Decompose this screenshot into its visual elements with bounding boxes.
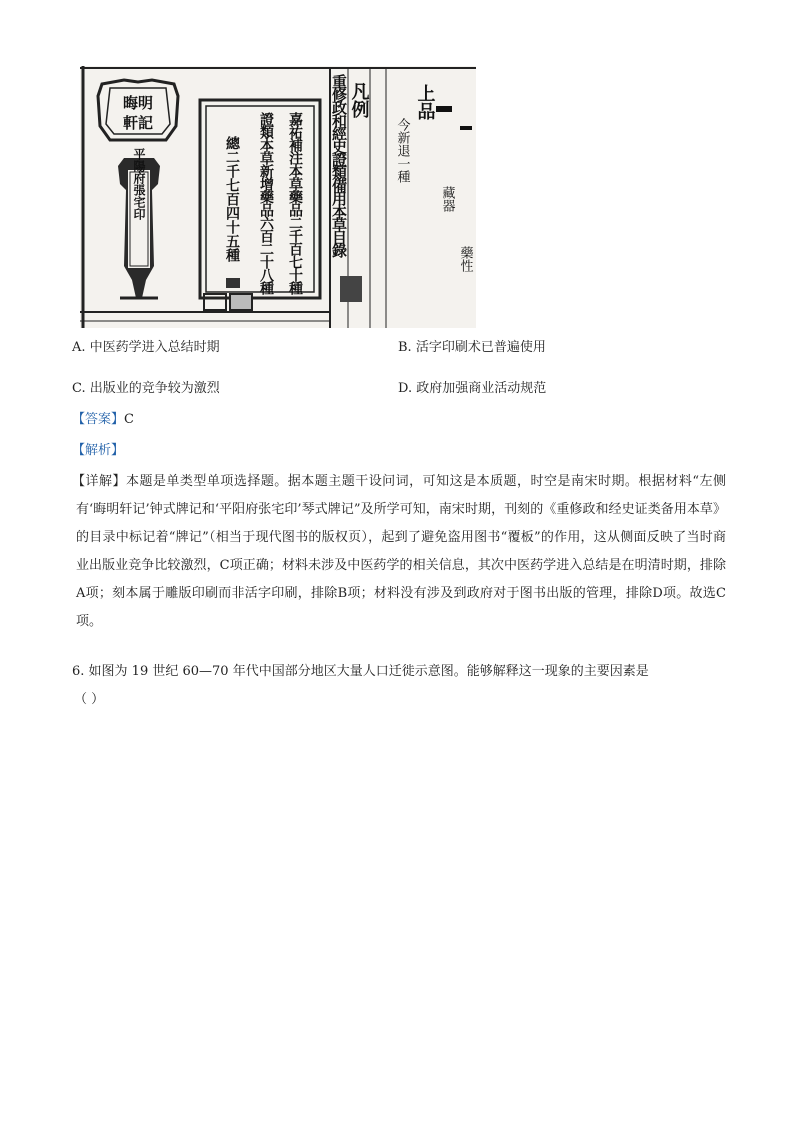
catalog-col-2: 證類本草新增藥品六百二十八種 bbox=[258, 112, 274, 294]
qin-tablet-text: 平陽府張宅印 bbox=[132, 148, 146, 220]
right-seal bbox=[340, 276, 362, 302]
catalog-main-title: 重修政和經史證類備用本草目錄 bbox=[330, 74, 348, 256]
small-seal-mark bbox=[226, 278, 240, 288]
woodblock-print-image bbox=[80, 66, 476, 328]
question-6-bracket: （ ） bbox=[74, 692, 105, 707]
far-right-col-3: 藏器 bbox=[439, 186, 455, 212]
detail-text: 本题是单类型单项选择题。据本题主题干设问词，可知这是本质题，时空是南宋时期。根据材料“左侧有‘晦明轩记’钟式牌记和‘平阳府张宅印’琴式牌记”及所学可知，南宋时期，刊刻的《重修政和经史证类备用本草》的目录中标记着“牌记”（相当于现代图书的版权页），起到了避免盗用图书“覆板”的作用，这从侧面反映了当时商业出版业竞争比较激烈，C项正确；材料未涉及中医药学的相关信息，其次中医药学进入总结是在明清时期，排除A项；刻本属于雕版印刷而非活字印刷，排除B项；材料没有涉及到政府对于图书出版的管理，排除D项。故选C项。 bbox=[76, 474, 726, 629]
bell-seal-text-top: 晦明 bbox=[122, 94, 154, 112]
analysis-label: 【解析】 bbox=[72, 443, 125, 458]
question-6-stem: 6. 如图为 19 世纪 60—70 年代中国部分地区大量人口迁徙示意图。能够解释这一现象的主要因素是 bbox=[72, 664, 649, 679]
answer-line bbox=[72, 412, 134, 428]
far-right-col-2: 上品 bbox=[414, 84, 436, 120]
catalog-col-3: 總二千七百四十五種 bbox=[224, 136, 240, 262]
option-d: D. 政府加强商业活动规范 bbox=[398, 381, 547, 396]
analysis-line bbox=[72, 443, 124, 459]
far-right-col-1: 今新退一種 bbox=[394, 118, 410, 183]
option-c: C. 出版业的竞争较为激烈 bbox=[72, 381, 220, 396]
detail-label: 【详解】 bbox=[72, 474, 126, 489]
detail-paragraph bbox=[72, 468, 726, 636]
far-right-col-4: 藥性 bbox=[457, 246, 473, 272]
catalog-col-1: 嘉祐補注本草藥品二千百七十種 bbox=[287, 112, 303, 294]
answer-label: 【答案】 bbox=[72, 412, 125, 427]
option-a: A. 中医药学进入总结时期 bbox=[72, 340, 220, 355]
answer-value: C bbox=[124, 412, 134, 427]
catalog-label: 凡例 bbox=[348, 82, 370, 118]
bottom-stamp-right bbox=[230, 294, 252, 310]
option-b: B. 活字印刷术已普遍使用 bbox=[398, 340, 546, 355]
bell-seal-text-bottom: 軒記 bbox=[122, 114, 154, 132]
